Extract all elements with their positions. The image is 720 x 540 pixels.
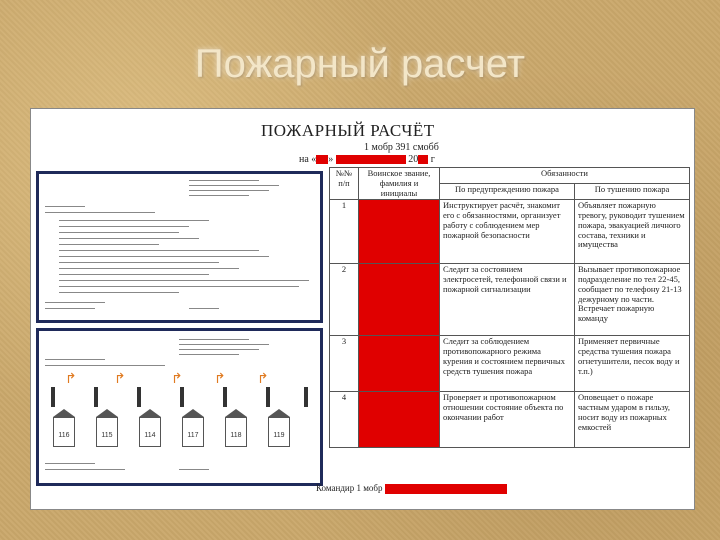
text-line <box>179 469 209 470</box>
redaction <box>418 155 428 164</box>
header-rank: Воинское звание, фамилия и инициалы <box>359 168 440 200</box>
redaction <box>336 155 406 164</box>
duty-table <box>329 167 690 448</box>
text-line <box>45 302 105 303</box>
arrow-icon: ↱ <box>114 372 126 387</box>
text-line <box>59 226 189 227</box>
document-date-line <box>299 154 435 165</box>
text-line <box>59 244 159 245</box>
text-line <box>59 262 219 263</box>
commander-label: Командир 1 мобр <box>316 483 383 493</box>
header-prevent: По предупреждению пожара <box>440 184 575 200</box>
nozzle-cap <box>53 409 75 417</box>
document-page <box>30 108 695 510</box>
text-line <box>59 280 309 281</box>
row-extinguish: Объявляет пожарную тревогу, руководит тушением пожара, эвакуацией личного состава, техники и имущества <box>575 200 690 264</box>
row-num: 2 <box>330 264 359 336</box>
text-line <box>179 349 259 350</box>
text-line <box>45 463 95 464</box>
text-line <box>59 220 209 221</box>
hose <box>180 387 184 407</box>
redacted-name <box>359 200 440 264</box>
text-line <box>45 469 125 470</box>
date-mid: » <box>328 154 334 165</box>
post-number: 115 <box>96 417 118 447</box>
text-line <box>189 190 269 191</box>
redacted-name <box>359 264 440 336</box>
nozzle-cap <box>139 409 161 417</box>
hose <box>51 387 55 407</box>
row-prevent: Инструктирует расчёт, знакомит его с обязанностями, организует работу с соблюдением мер пожарной безопасности <box>440 200 575 264</box>
row-prevent: Следит за состоянием электросетей, телефонной связи и пожарной сигнализации <box>440 264 575 336</box>
arrow-icon: ↱ <box>65 372 77 387</box>
thumbnail-order-document <box>36 171 323 323</box>
row-extinguish: Вызывает противопожарное подразделение по тел 22-45, сообщает по телефону 21-13 дежурному по части. Встречает пожарную команду <box>575 264 690 336</box>
post-number: 116 <box>53 417 75 447</box>
table-header-row <box>330 168 690 184</box>
nozzle-cap <box>96 409 118 417</box>
text-line <box>59 268 239 269</box>
post-number: 114 <box>139 417 161 447</box>
row-extinguish: Применяет первичные средства тушения пожара огнетушители, песок воду и т.п.) <box>575 336 690 392</box>
arrow-icon: ↱ <box>171 372 183 387</box>
header-extinguish: По тушению пожара <box>575 184 690 200</box>
document-title: ПОЖАРНЫЙ РАСЧЁТ <box>261 121 435 140</box>
table-row <box>330 200 690 264</box>
text-line <box>59 238 199 239</box>
nozzle-cap <box>268 409 290 417</box>
post-number: 117 <box>182 417 204 447</box>
row-num: 1 <box>330 200 359 264</box>
text-line <box>179 354 239 355</box>
date-prefix: на « <box>299 154 317 165</box>
text-line <box>59 286 299 287</box>
text-line <box>45 359 105 360</box>
nozzle-cap <box>225 409 247 417</box>
text-line <box>45 308 95 309</box>
nozzle-cap <box>182 409 204 417</box>
redacted-name <box>359 336 440 392</box>
hose <box>94 387 98 407</box>
text-line <box>59 274 209 275</box>
text-line <box>189 180 259 181</box>
redacted-name <box>359 392 440 448</box>
text-line <box>59 292 179 293</box>
header-num: №№ п/п <box>330 168 359 200</box>
table-row <box>330 392 690 448</box>
table-row <box>330 264 690 336</box>
table-row <box>330 336 690 392</box>
hose <box>223 387 227 407</box>
arrow-icon: ↱ <box>257 372 269 387</box>
text-line <box>45 212 155 213</box>
row-num: 4 <box>330 392 359 448</box>
text-line <box>59 232 179 233</box>
thumbnail-hose-diagram <box>36 328 323 486</box>
text-line <box>45 365 165 366</box>
text-line <box>189 308 219 309</box>
post-number: 119 <box>268 417 290 447</box>
redaction <box>385 484 507 494</box>
redaction <box>316 155 328 164</box>
document-unit: 1 мобр 391 смобб <box>364 142 439 153</box>
commander-signature-line <box>316 483 507 494</box>
arrow-icon: ↱ <box>214 372 226 387</box>
text-line <box>189 195 249 196</box>
row-prevent: Проверяет и противопожарном отношении состояние объекта по окончании работ <box>440 392 575 448</box>
text-line <box>59 256 269 257</box>
text-line <box>179 339 249 340</box>
text-line <box>189 185 279 186</box>
hose <box>266 387 270 407</box>
row-prevent: Следит за соблюдением противопожарного режима курения и состоянием первичных средств тушения пожара <box>440 336 575 392</box>
text-line <box>179 344 269 345</box>
hose <box>304 387 308 407</box>
text-line <box>59 250 259 251</box>
row-extinguish: Оповещает о пожаре частным ударом в гильзу, носит воду из пожарных емкостей <box>575 392 690 448</box>
hose <box>137 387 141 407</box>
date-suffix: г <box>430 154 435 165</box>
header-duties: Обязанности <box>440 168 690 184</box>
post-number: 118 <box>225 417 247 447</box>
slide-title: Пожарный расчет <box>194 42 526 86</box>
date-year: 20 <box>408 154 419 165</box>
row-num: 3 <box>330 336 359 392</box>
text-line <box>45 206 85 207</box>
